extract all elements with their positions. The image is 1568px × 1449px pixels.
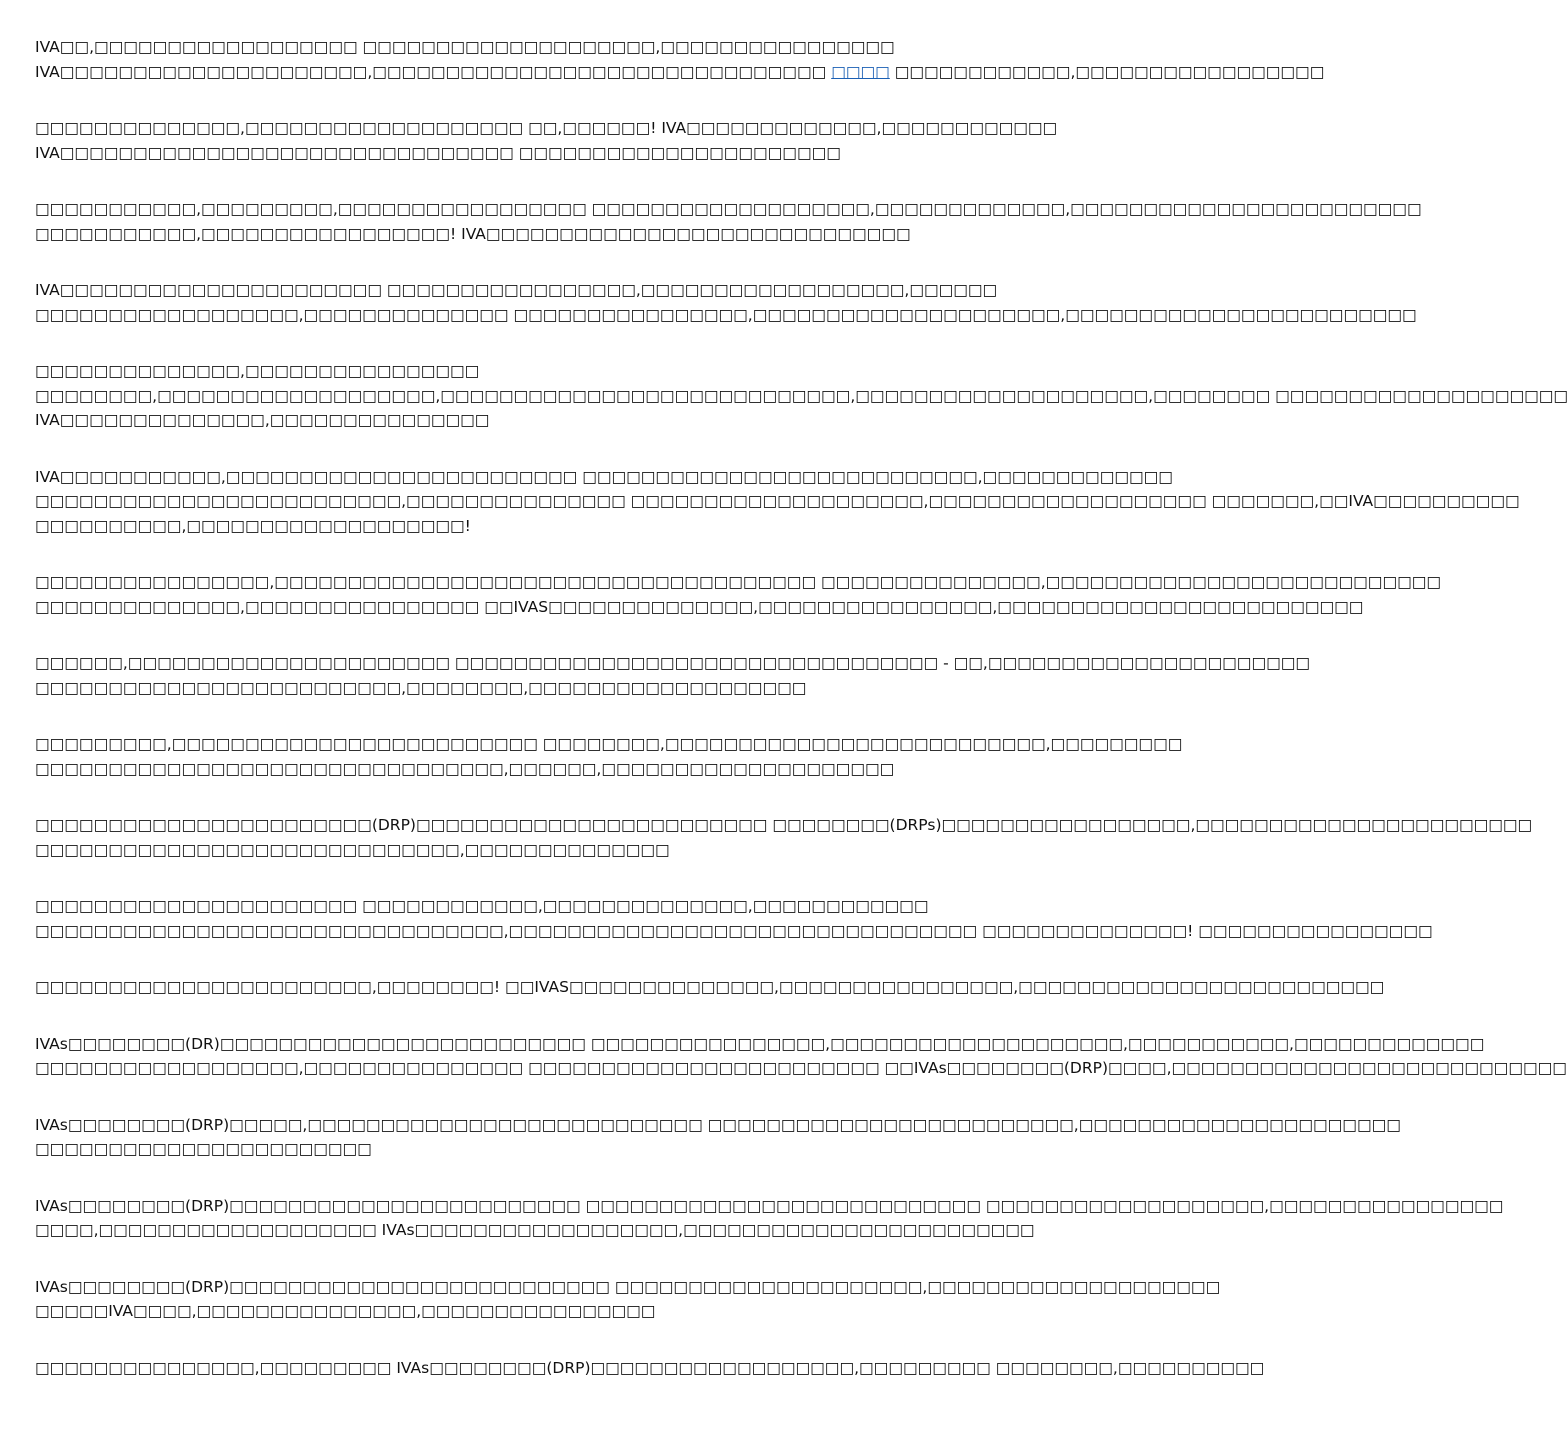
paragraph (35, 1275, 1221, 1324)
paragraph-line (35, 60, 1325, 85)
paragraph (35, 35, 1325, 84)
paragraph-line: □□□□□□□□□□□□□□□□□□□□□□□ (35, 1140, 372, 1158)
inline-link[interactable]: □□□□ (831, 62, 890, 81)
paragraph-line: □□□□□□□□□□□□□□□□□□□□□□□□□,□□□□□□□□□□□□□□□ □□□□□□□□□□□□□□□□□□□□,□□□□□□□□□□□□□□□□□□□ □□□□□□□,□□IVA□□□□□□□□□□ (35, 492, 1520, 510)
paragraph (35, 1356, 1265, 1381)
paragraph (35, 1194, 1504, 1243)
line-text: IVA□□□□□□□□□□□□□□□□□□□□□,□□□□□□□□□□□□□□□□□□□□□□□□□□□□□□□ (35, 62, 827, 81)
paragraph (35, 116, 1058, 165)
paragraph (35, 465, 1520, 539)
paragraph-line: □□□□□□□□□□□□□□□□□□,□□□□□□□□□□□□□□ □□□□□□□□□□□□□□□□,□□□□□□□□□□□□□□□□□□□□□,□□□□□□□□□□□□□□□□□□□□□□□□ (35, 305, 1417, 324)
paragraph-line: □□□□□□□□□□□□□□□□□□□□□□ □□□□□□□□□□□□,□□□□□□□□□□□□□□,□□□□□□□□□□□□ (35, 897, 929, 915)
paragraph-line: □□□□□□□□□□□□□□,□□□□□□□□□□□□□□□□ □□IVAS□□□□□□□□□□□□□□,□□□□□□□□□□□□□□□□,□□□□□□□□□□□□□□□□□□□□□□□□□ (35, 597, 1364, 616)
line-text: □□□□□□□□□□□□,□□□□□□□□□□□□□□□□□ (894, 62, 1325, 81)
paragraph-line: IVAs□□□□□□□□(DRP)□□□□□,□□□□□□□□□□□□□□□□□□□□□□□□□□□ □□□□□□□□□□□□□□□□□□□□□□□□□,□□□□□□□□□□□□□□□□□□□□□□ (35, 1115, 1401, 1134)
paragraph-line: □□□□□□□□□□□□□□□□□□□□□□□□□□□□□□□□,□□□□□□,□□□□□□□□□□□□□□□□□□□□ (35, 759, 895, 778)
paragraph (35, 651, 1311, 700)
paragraph-line: □□□□□□□□□□□□□□□□□□□□□□□□□□□□□,□□□□□□□□□□□□□□ (35, 840, 670, 859)
paragraph (35, 732, 1183, 781)
paragraph-line: □□□□□□□□□□□□□□□□□□,□□□□□□□□□□□□□□□ □□□□□□□□□□□□□□□□□□□□□□□□ □□IVAs□□□□□□□□(DRP)□□□□,□□□□□□□□□□□□□□□□□□□□□□□□□□□ (35, 1059, 1567, 1077)
document-page (35, 35, 1568, 1412)
paragraph-line: □□□□□□□□□□□□□□□□□□□□□□□(DRP)□□□□□□□□□□□□□□□□□□□□□□□□ □□□□□□□□(DRPs)□□□□□□□□□□□□□□□□□,□□□□□□□□□□□□□□□□□□□□□□□ (35, 816, 1533, 834)
paragraph-line: □□□□□□□□□□,□□□□□□□□□□□□□□□□□□□! (35, 516, 471, 535)
paragraph-line: □□□□□□□□□□□□□□,□□□□□□□□□□□□□□□□□□□ □□,□□□□□□! IVA□□□□□□□□□□□□□,□□□□□□□□□□□□ (35, 119, 1058, 137)
paragraph-line: □□□□□□□□□□□□□□□□,□□□□□□□□□□□□□□□□□□□□□□□□□□□□□□□□□□□□□ □□□□□□□□□□□□□□□,□□□□□□□□□□□□□□□□□□□□□□□□□□□ (35, 573, 1442, 591)
paragraph-line: IVAs□□□□□□□□(DRP)□□□□□□□□□□□□□□□□□□□□□□□□□□ □□□□□□□□□□□□□□□□□□□□□,□□□□□□□□□□□□□□□□□□□□ (35, 1277, 1221, 1296)
paragraph-line: □□□□□□□□,□□□□□□□□□□□□□□□□□□□,□□□□□□□□□□□□□□□□□□□□□□□□□□□□,□□□□□□□□□□□□□□□□□□□□,□□□□□□□□ □□□□□□□□□□□□□□□□□□□□ (35, 386, 1568, 405)
paragraph-line: IVA□□□□□□□□□□□□□□□□□□□□□□□□□□□□□□□ □□□□□□□□□□□□□□□□□□□□□□ (35, 143, 841, 162)
paragraph-line: IVA□□□□□□□□□□□□□□□□□□□□□□ □□□□□□□□□□□□□□□□□,□□□□□□□□□□□□□□□□□□,□□□□□□ (35, 281, 998, 299)
paragraph-line: □□□□□□□□□□□□□□□□□□□□□□□,□□□□□□□□! □□IVAS□□□□□□□□□□□□□□,□□□□□□□□□□□□□□□□,□□□□□□□□□□□□□□□□□□□□□□□□□ (35, 978, 1385, 996)
paragraph (35, 1032, 1567, 1081)
paragraph (35, 278, 1417, 327)
paragraph-line: IVA□□,□□□□□□□□□□□□□□□□□□ □□□□□□□□□□□□□□□□□□□□,□□□□□□□□□□□□□□□□ (35, 38, 895, 56)
paragraph-line: IVA□□□□□□□□□□□□□□,□□□□□□□□□□□□□□□ (35, 411, 490, 429)
paragraph (35, 570, 1442, 619)
paragraph-line: □□□□□□□□□□□,□□□□□□□□□□□□□□□□□! IVA□□□□□□□□□□□□□□□□□□□□□□□□□□□□□ (35, 224, 911, 243)
paragraph (35, 359, 1568, 433)
paragraph (35, 975, 1385, 1000)
paragraph-line: □□□□□IVA□□□□,□□□□□□□□□□□□□□□,□□□□□□□□□□□□□□□□ (35, 1302, 656, 1320)
paragraph-line: □□□□,□□□□□□□□□□□□□□□□□□□ IVAs□□□□□□□□□□□□□□□□□□,□□□□□□□□□□□□□□□□□□□□□□□□ (35, 1221, 1035, 1239)
paragraph-line: □□□□□□□□□□□□□□,□□□□□□□□□□□□□□□□ (35, 362, 480, 380)
paragraph (35, 813, 1533, 862)
paragraph-line: □□□□□□,□□□□□□□□□□□□□□□□□□□□□□ □□□□□□□□□□□□□□□□□□□□□□□□□□□□□□□□□ - □□,□□□□□□□□□□□□□□□□□□□□□□ (35, 654, 1311, 672)
paragraph-line: □□□□□□□□□□□□□□□,□□□□□□□□□ IVAs□□□□□□□□(DRP)□□□□□□□□□□□□□□□□□□,□□□□□□□□□ □□□□□□□□,□□□□□□□□□□ (35, 1358, 1265, 1377)
paragraph-line: □□□□□□□□□□□□□□□□□□□□□□□□□□□□□□□□,□□□□□□□□□□□□□□□□□□□□□□□□□□□□□□□□ □□□□□□□□□□□□□□! □□□□□□□□□□□□□□□□ (35, 921, 1433, 940)
paragraph-line: IVAs□□□□□□□□(DR)□□□□□□□□□□□□□□□□□□□□□□□□□ □□□□□□□□□□□□□□□□,□□□□□□□□□□□□□□□□□□□□,□□□□□□□□□□□,□□□□□□□□□□□□□ (35, 1034, 1485, 1053)
paragraph (35, 894, 1433, 943)
paragraph-line: □□□□□□□□□,□□□□□□□□□□□□□□□□□□□□□□□□□ □□□□□□□□,□□□□□□□□□□□□□□□□□□□□□□□□□□,□□□□□□□□□ (35, 735, 1183, 753)
paragraph-line: □□□□□□□□□□□□□□□□□□□□□□□□□,□□□□□□□□,□□□□□□□□□□□□□□□□□□□ (35, 678, 807, 697)
paragraph-line: □□□□□□□□□□□,□□□□□□□□□,□□□□□□□□□□□□□□□□□ □□□□□□□□□□□□□□□□□□□,□□□□□□□□□□□□□,□□□□□□□□□□□□□□□□□□□□□□□□ (35, 200, 1422, 218)
paragraph (35, 197, 1422, 246)
paragraph-line: IVA□□□□□□□□□□□,□□□□□□□□□□□□□□□□□□□□□□□□ □□□□□□□□□□□□□□□□□□□□□□□□□□□,□□□□□□□□□□□□□ (35, 467, 1173, 486)
paragraph-line: IVAs□□□□□□□□(DRP)□□□□□□□□□□□□□□□□□□□□□□□□ □□□□□□□□□□□□□□□□□□□□□□□□□□□ □□□□□□□□□□□□□□□□□□□,□□□□□□□□□□□□□□□□ (35, 1196, 1504, 1215)
paragraph (35, 1113, 1401, 1162)
